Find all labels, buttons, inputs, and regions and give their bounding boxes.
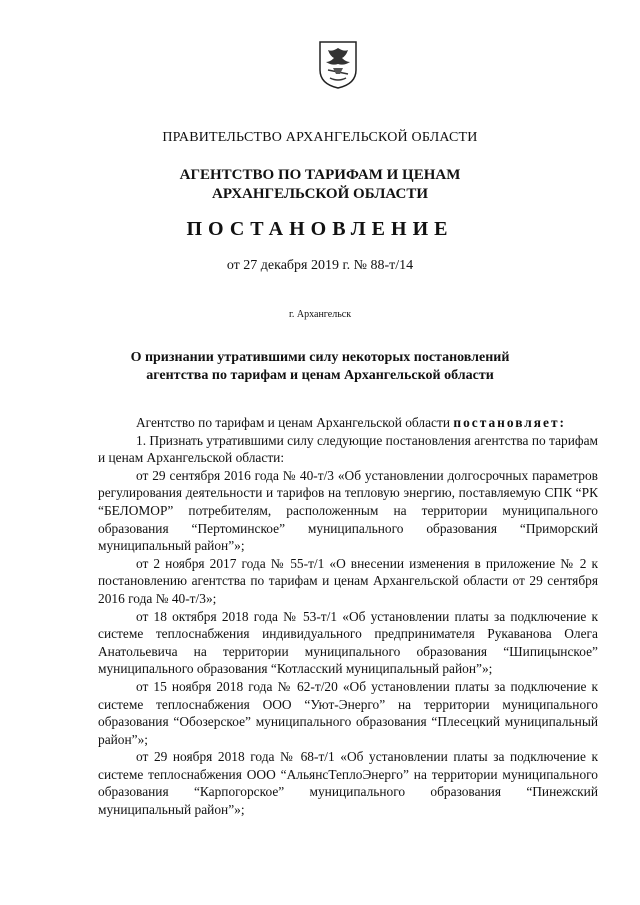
act-paragraph: от 2 ноября 2017 года № 55-т/1 «О внесении изменения в приложение № 2 к постановлению агентства по тарифам и ценам Архангельской области от 29 сентября 2016 года № 40-т/3»;: [98, 555, 598, 606]
intro-keyword: постановляет:: [453, 415, 567, 430]
government-name: ПРАВИТЕЛЬСТВО АРХАНГЕЛЬСКОЙ ОБЛАСТИ: [162, 130, 478, 145]
agency-name-line2: АРХАНГЕЛЬСКОЙ ОБЛАСТИ: [212, 186, 428, 202]
subject-line2: агентства по тарифам и ценам Архангельской области: [146, 368, 494, 383]
act-paragraph: от 29 ноября 2018 года № 68-т/1 «Об установлении платы за подключение к системе теплоснабжения ООО “АльянсТеплоЭнерго” на территории муниципального образования “Карпогорское” муниципального образования “Пинежский муниципальный район”»;: [98, 749, 598, 818]
intro-paragraph: [98, 414, 598, 432]
document-subject: [0, 349, 640, 385]
intro-text: Агентство по тарифам и ценам Архангельской области: [136, 415, 450, 430]
document-type: ПОСТАНОВЛЕНИЕ: [186, 218, 454, 240]
coat-of-arms-icon: [318, 40, 358, 90]
act-paragraph: от 29 сентября 2016 года № 40-т/3 «Об установлении долгосрочных параметров регулирования деятельности и тарифов на тепловую энергию, поставляемую СПК “РК “БЕЛОМОР” потребителям, расположенным на территории муниципального образования “Пертоминское” муниципального образования “Приморский муниципальный район”»;: [98, 467, 598, 554]
agency-name: [0, 166, 640, 204]
act-paragraph: от 18 октября 2018 года № 53-т/1 «Об установлении платы за подключение к системе теплоснабжения индивидуального предпринимателя Рукаванова Олега Анатольевича на территории муниципального образования “Шипицынское” муниципального образования “Котласский муниципальный район”»;: [98, 608, 598, 677]
document-city: г. Архангельск: [288, 309, 352, 320]
document-body: [98, 414, 598, 819]
item-1-paragraph: 1. Признать утратившими силу следующие постановления агентства по тарифам и ценам Архангельской области:: [98, 432, 598, 466]
act-paragraph: от 15 ноября 2018 года № 62-т/20 «Об установлении платы за подключение к системе теплоснабжения ООО “Уют-Энерго” на территории муниципального образования “Обозерское” муниципального образования “Плесецкий муниципальный район”»;: [98, 678, 598, 747]
agency-name-line1: АГЕНТСТВО ПО ТАРИФАМ И ЦЕНАМ: [179, 167, 461, 183]
document-date-number: от 27 декабря 2019 г. № 88-т/14: [226, 258, 414, 273]
subject-line1: О признании утратившими силу некоторых постановлений: [130, 350, 510, 365]
